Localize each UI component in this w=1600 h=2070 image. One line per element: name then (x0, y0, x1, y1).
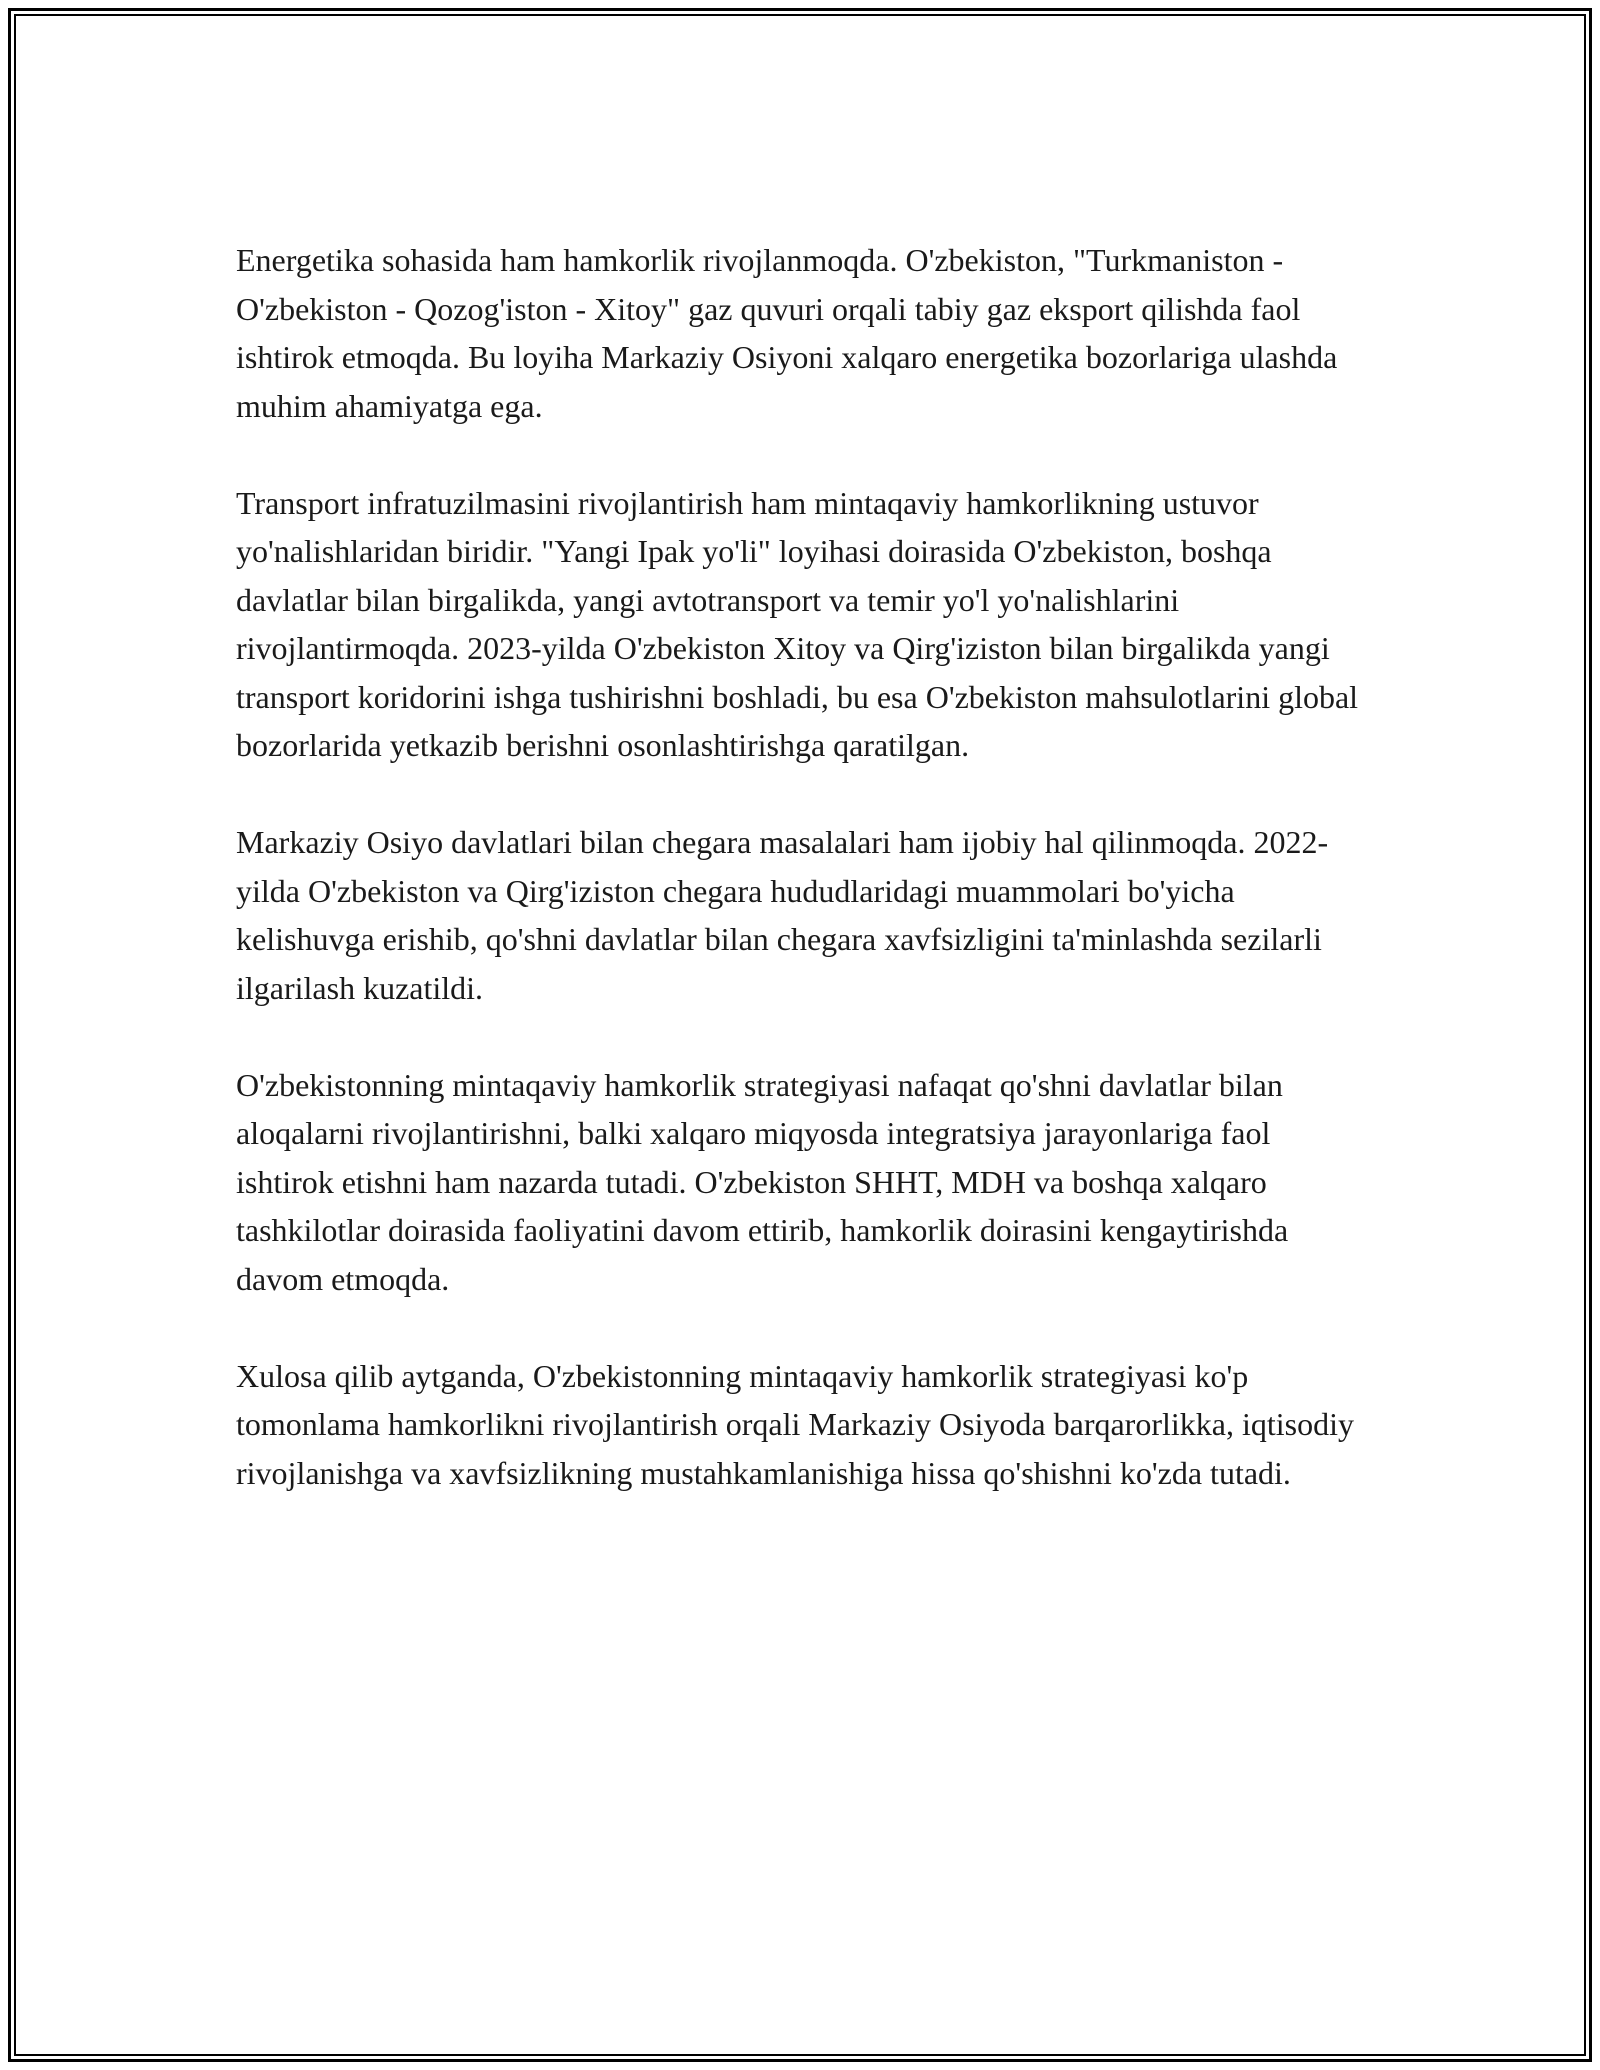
paragraph-energy: Energetika sohasida ham hamkorlik rivojlanmoqda. O'zbekiston, "Turkmaniston - O'zbekiston - Qozog'iston - Xitoy" gaz quvuri orqali tabiy gaz eksport qilishda faol ishtirok etmoqda. Bu loyiha Markaziy Osiyoni xalqaro energetika bozorlariga ulashda muhim ahamiyatga ega. (236, 242, 1338, 424)
paragraph-borders: Markaziy Osiyo davlatlari bilan chegara masalalari ham ijobiy hal qilinmoqda. 2022-yilda O'zbekiston va Qirg'iziston chegara hududlaridagi muammolari bo'yicha kelishuvga erishib, qo'shni davlatlar bilan chegara xavfsizligini ta'minlashda sezilarli ilgarilash kuzatildi. (236, 824, 1329, 1006)
paragraph-strategy: O'zbekistonning mintaqaviy hamkorlik strategiyasi nafaqat qo'shni davlatlar bilan aloqalarni rivojlantirishni, balki xalqaro miqyosda integratsiya jarayonlariga faol ishtirok etishni ham nazarda tutadi. O'zbekiston SHHT, MDH va boshqa xalqaro tashkilotlar doirasida faoliyatini davom ettirib, hamkorlik doirasini kengaytirishda davom etmoqda. (236, 1066, 1289, 1297)
document-body (236, 236, 1376, 1546)
paragraph-conclusion: Xulosa qilib aytganda, O'zbekistonning mintaqaviy hamkorlik strategiyasi ko'p tomonlama hamkorlikni rivojlantirish orqali Markaziy Osiyoda barqarorlikka, iqtisodiy rivojlanishga va xavfsizlikning mustahkamlanishiga hissa qo'shishni ko'zda tutadi. (236, 1357, 1354, 1491)
paragraph-transport: Transport infratuzilmasini rivojlantirish ham mintaqaviy hamkorlikning ustuvor yo'nalishlaridan biridir. "Yangi Ipak yo'li" loyihasi doirasida O'zbekiston, boshqa davlatlar bilan birgalikda, yangi avtotransport va temir yo'l yo'nalishlarini rivojlantirmoqda. 2023-yilda O'zbekiston Xitoy va Qirg'iziston bilan birgalikda yangi transport koridorini ishga tushirishni boshladi, bu esa O'zbekiston mahsulotlarini global bozorlarida yetkazib berishni osonlashtirishga qaratilgan. (236, 484, 1359, 763)
